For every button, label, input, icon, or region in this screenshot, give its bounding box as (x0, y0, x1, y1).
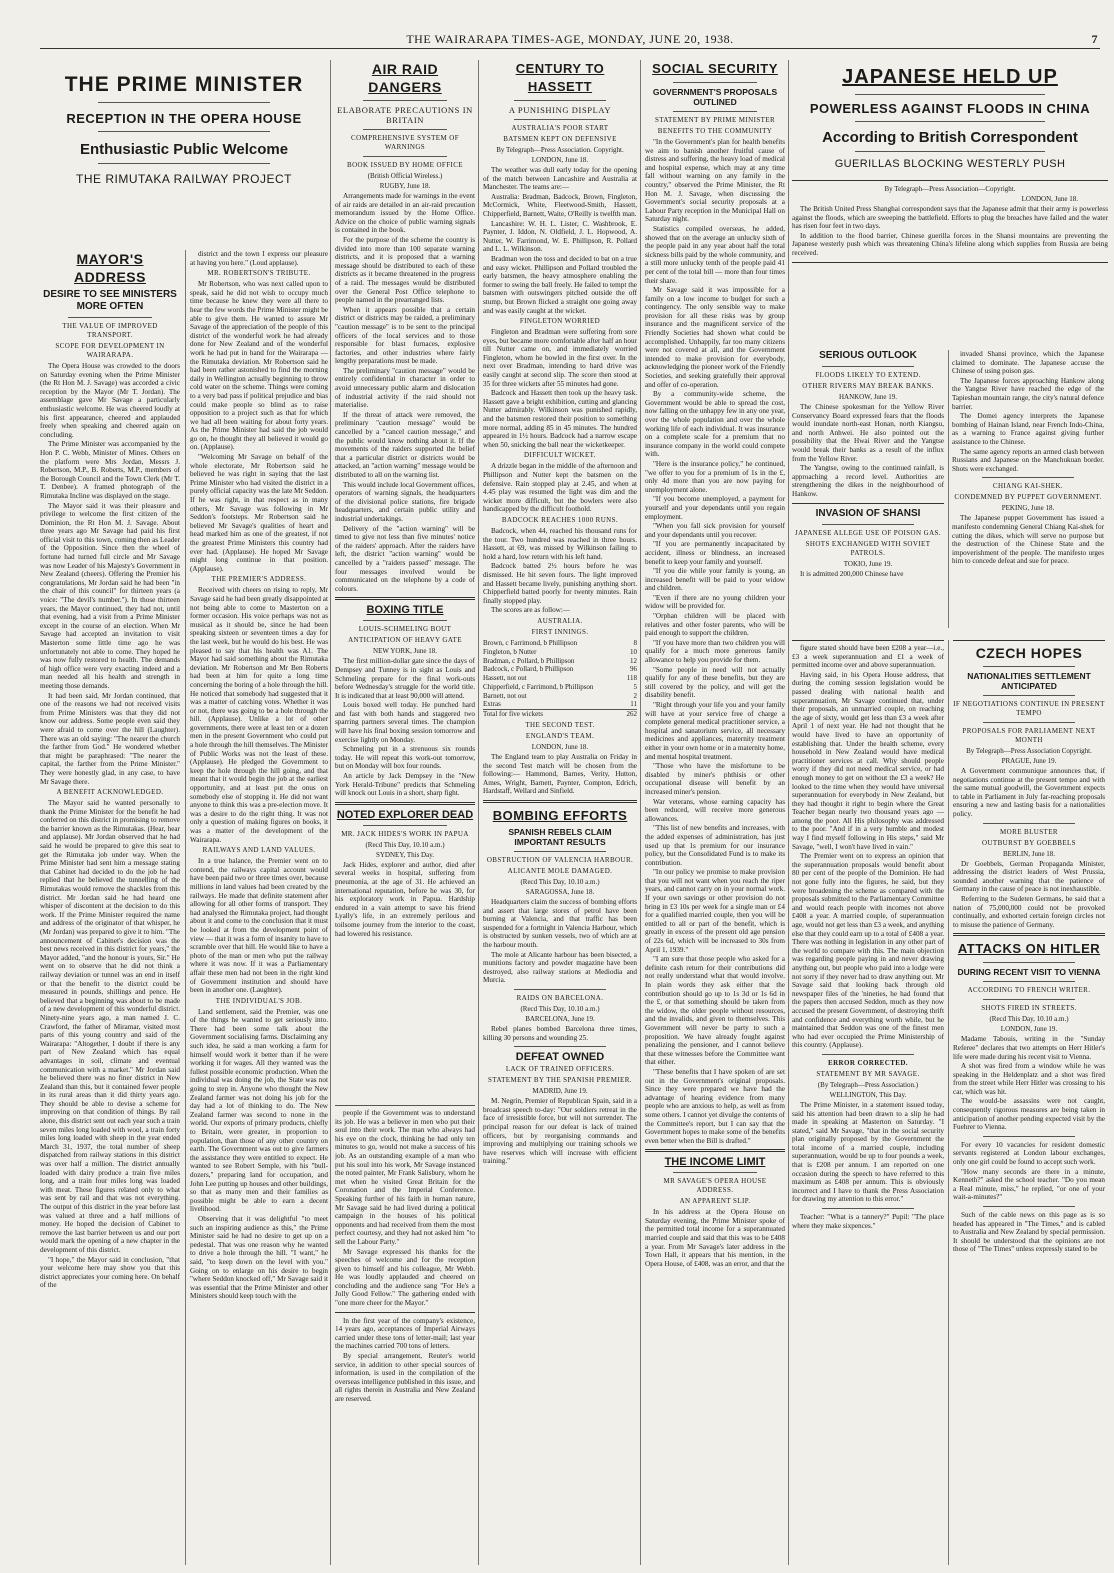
section-sub: RAIDS ON BARCELONA. (516, 993, 604, 1002)
divider (983, 981, 1074, 982)
scores-heading: AUSTRALIA. (537, 616, 583, 625)
divider (514, 119, 606, 120)
divider (335, 802, 475, 805)
section-sub: SPANISH REBELS CLAIM IMPORTANT RESULTS (508, 827, 612, 848)
dateline: LONDON, June 18. (531, 743, 589, 752)
section-sub: SHOTS FIRED IN STREETS. (981, 1004, 1077, 1013)
section-sub: MR. ROBERTSON'S TRIBUTE. (207, 269, 311, 278)
paragraph: Having said, in his Opera House address, that during the coming session legislation would be passed dealing with national health and superannuation, Mr Savage continued that, under their proposals, an unmarried couple, on reaching the age of sixty, would get less than £3 a week after April 1 of next year. He had not thought that he would have lived to have an opportunity of establishing that. Under the health scheme, every household in New Zealand would have medical practitioner services at call. Why should people worry if they did not need medical service, or had enough money to get on without the £3 a week? He looked to the time when they would have universal superannuation for everybody in New Zealand, but they had thought it right to begin where the Great Teacher began nearly two thousand years ago — among the poor. All His philosophy was addressed to the poor. "And if in a very humble and modest way I find myself following in His steps," said Mr Savage, "well, I won't have lived in vain." (792, 670, 944, 851)
divider (645, 1149, 785, 1152)
paragraph: The scores are as follow:— (491, 606, 571, 615)
section-sub: FINGLETON WORRIED (519, 317, 601, 326)
paragraph: "Welcoming Mr Savage on behalf of the whole electorate, Mr Robertson said he believed he was right in saying that the last Prime Minister who had visited the district in a purely official capacity was the late Mr Seddon. If he was right, in that respect as in many others, Mr Savage was following in Mr Seddon's footsteps. Mr Robertson said he believed Mr Savage's qualities of heart and head marked him as one of the greatest, if not the greatest Prime Ministers this country had ever had. (Applause). He hoped Mr Savage might long continue in that position. (Applause). (190, 453, 328, 573)
section-head: THE INCOME LIMIT (664, 1156, 766, 1169)
paragraph: The Prime Minister, in a statement issued today, said his attention had been drawn to a slip he had made in speaking at Masterton on Saturday. "I stated," said Mr Savage, "that in the social security plan originally proposed by the Government the total income of a married couple, including superannuation, would be up to four pounds a week, that is £208 per annum. I am reported on one occasion during the speech to have referred to this maximum as £408 per annum. This is obviously incorrect and I have to thank the Press Association for drawing my attention to this error." (792, 1100, 944, 1204)
paragraph: "I hope," the Mayor said in conclusion, "that your welcome here may show you that this district appreciates your coming here. On behalf of the (40, 1255, 180, 1290)
divider (68, 317, 152, 318)
paragraph: When it appears possible that a certain district or districts may be raided, a preliminary "caution message" is to be sent to the principal officers of the local services and to those responsible for blast furnaces, explosive factories, and other industries where fairly lengthy preparations must be made. (335, 305, 475, 366)
dateline: HANKOW, June 19. (838, 393, 898, 401)
masthead-title: THE WAIRARAPA TIMES-AGE, MONDAY, JUNE 20, 1938. (406, 32, 734, 46)
section-sub: MORE BLUSTER (1000, 827, 1058, 836)
dateline: TOKIO, June 19. (843, 559, 893, 568)
paragraph: The preliminary "caution message" would be entirely confidential in character in order to avoid unnecessary public alarm and dislocation of industrial activity if the raid should not materialise. (335, 366, 475, 410)
dateline: RUGBY, June 18. (379, 182, 431, 190)
headline: CENTURY TO HASSETT (515, 61, 605, 94)
score-row (483, 674, 637, 683)
divider (483, 800, 637, 803)
section-sub: THE INDIVIDUAL'S JOB. (215, 996, 303, 1005)
subheadline: RECEPTION IN THE OPERA HOUSE (66, 111, 302, 126)
paragraph: The would-be assassins were not caught, consequently rigorous measures are being taken in anticipation of another pending expected visit by the Fuehrer to Vienna. (953, 1097, 1105, 1132)
paragraph: Badcock, when 44, reached his thousand runs for the tour. Two hundred was reached in three hours. Hassett, at 69, was missed by Wilkinson failing to hold a hard, low return with his left hand. (483, 526, 637, 561)
section-sub: STATEMENT BY MR SAVAGE. (816, 1069, 920, 1078)
paragraph: The same agency reports an armed clash between Russians and Japanese on the Manchukuan border. Shots were exchanged. (952, 447, 1104, 473)
paragraph: Observing that it was delightful "to meet such an inspiring audience as this," the Prime Minister said he had no desire to get up on a pedestal. That was one reason why he wanted to drive a hole through the hill. "I want," he said, "to keep down on the level with you." Going on to enlarge on his desire to begin "where Seddon knocked off," Mr Savage said it was essential that the Prime Minister and other Ministers should keep touch with the (190, 1214, 328, 1301)
dateline: (British Official Wireless.) (367, 172, 443, 180)
section-head: DEFEAT OWNED (515, 1051, 605, 1064)
paragraph: "I am sure that those people who asked for a definite cash return for their contributions did not really understand what that would involve. In plain words they ask either that the contribution should go up to 1s 3d or 1s 6d in the £, or that something should be taken from the widow, the older people without resources, and the invalids, and given to themselves. This Government will never be party to such a proposition. We have already fought against penalizing the pensioner, and I cannot believe that these witnesses before the Committee want that either. (645, 955, 785, 1067)
batsman-name: Barnett, not out (483, 691, 527, 700)
dateline: BARCELONA, June 19. (525, 1014, 595, 1023)
column-rule (185, 250, 186, 1565)
paragraph: For every 10 vacancies for resident domestic servants registered at London labour exchanges, only one girl could be found to accept such work. (953, 1140, 1105, 1167)
section-sub: OBSTRUCTION OF VALENCIA HARBOUR. (486, 856, 634, 865)
divider (792, 262, 1108, 263)
section-sub: AN APPARENT SLIP. (679, 1197, 751, 1206)
column-rule (640, 60, 641, 1565)
section-sub: OUTBURST BY GOEBBELS (982, 838, 1076, 847)
divider (335, 1312, 475, 1313)
paragraph: Such of the cable news on this page as is so headed has appeared in "The Times," and is cabled to Australia and New Zealand by special permission. It should be understood that the opinions are not those of "The Times" unless expressly stated to be (953, 1211, 1105, 1254)
paragraph: The Japanese forces approaching Hankow along the Yangtse River have reached the edge of the Tapieshan mountain range, the city's natural defence barrier. (952, 376, 1104, 411)
divider (822, 524, 913, 525)
dateline: (Recd This Day, 10.10 a.m.) (520, 1004, 600, 1013)
paragraph: This would include local Government offices, operators of warning signals, the headquarters of the divisional police stations, fire brigade headquarters, and certain public utility and industrial undertakings. (335, 480, 475, 523)
score-total-row (483, 709, 637, 719)
section-sub: SHOTS EXCHANGED WITH SOVIET PATROLS. (805, 539, 931, 557)
column-rule (330, 60, 331, 1565)
section-sub: THE PREMIER'S ADDRESS. (211, 575, 307, 584)
section-head: MAYOR'S ADDRESS (74, 251, 146, 285)
divider (514, 989, 606, 990)
paragraph: Referring to the Sudeten Germans, he said that a nation of 75,000,000 could not be provoked continually, and exhorted certain foreign circles not to misuse the patience of Germany. (953, 894, 1105, 929)
paragraph: The England team to play Australia on Friday in the second Test match will be chosen from the following:— Hammond, Barnes, Verity, Hutton, Ames, Wright, Barnett, Paynter, Compton, Edrich, Hardstaff, Wellard and Sinfield. (483, 753, 637, 796)
dateline: LONDON, June 18. (1021, 195, 1078, 203)
paragraph: "Orphan children will be placed with relatives and other foster parents, who will be paid enough to support the children. (645, 612, 785, 638)
divider (983, 823, 1074, 824)
section-sub: MR. JACK HIDES'S WORK IN PAPUA (341, 829, 469, 838)
paragraph: Rebel planes bombed Barcelona three times, killing 30 persons and wounding 25. (483, 1024, 637, 1042)
dateline: By Telegraph—Press Association Copyright. (966, 747, 1092, 755)
paragraph: The Mayor said he wanted personally to thank the Prime Minister for the benefit he had conferred on this district in promising to remove the barrier known as the Rimutakas. (Hear, hear and applause). Mr Jordan observed that he had said he would be prepared to give this seat to get the Rimutaka job under way. When the Prime Minister had sent him a message stating that Cabinet had decided to do the job he had replied that he believed the tunnelling of the Rimutakas would remove the shackles from this district. Mr Jordan said he had heard one whisper of discontent at the decision to do this work. If the Prime Minister required the name and address of the originator of that whisper, he (Mr Jordan) was prepared to give it to him. "The announcement of Cabinet's decision was the best news received in this district for years," the Mayor added, "and the honour is yours, Sir." He went on to observe that he did not think a railway deviation or tunnel was an end in itself or that the benefit to the district could be measured in pounds, shillings and pence. He believed that a beginning was about to be made of a new development of this wonderful district. Ninety-nine years ago, a man named J. C. Crawford, the father of Miramar, visited most parts of this young country and said of the Wairarapa: "Altogether, I doubt if there is any part of New Zealand which has equal advantages in soil, climate and eventual communication with a market." Mr Jordan said he believed there was no finer district in New Zealand than this, but it contained fewer people in its rural areas than it did thirty years ago. They should be able to devise a scheme for improving on that condition of things. By rail alone, this district sent out each year such a train seven miles long loaded with wool, a train forty miles long loaded with sheep in the year ended March 31, 1937, the total number of sheep dispatched from railway stations in this district was over half a million. The district annually loaded with dairy produce a train five miles long, and a train four miles long was loaded with meat. These figures related only to what was sent by rail and that was not everything. The output of this district in the year before last was valued at three and a half millions of money. He hoped the decision of Cabinet to remove the last barrier between us and our port would mark the opening of a new chapter in the development of this district. (40, 799, 180, 1254)
paragraph: "If you die while your family is young, an increased benefit will be paid to your widow and children. (645, 567, 785, 593)
divider (982, 477, 1073, 478)
paragraph: Arrangements made for warnings in the event of air raids are detailed in an air-raid precaution memorandum issued by the Home Office. Advice on the choice of public warning signals is contained in the book. (335, 192, 475, 235)
paragraph: Badcock batted 2½ hours before he was dismissed. He hit seven fours. The light improved and Hassett became lively, punishing anything short. Chipperfield batted poorly for twenty minutes. Rain finally stopped play. (483, 562, 637, 605)
section-head: BOMBING EFFORTS (492, 808, 628, 824)
paragraph: A shot was fired from a window while he was speaking in the Heldenplatz and a shot was fired from the street while Herr Hitler was crossing to his car, which was hit. (953, 1062, 1105, 1096)
column-superannuation (792, 640, 944, 1569)
divider (792, 180, 1108, 181)
paragraph: In the first year of the company's existence, 14 years ago, acceptances of Imperial Airways carried under these tons of letter-mail; last year the machines carried 700 tons of letters. (335, 1316, 475, 1351)
paragraph: M. Negrin, Premier of Republican Spain, said in a broadcast speech to-day: "Our soldiers retreat in the face of irresistible force, but will not surrender. The principal reason for our defeat is lack of trained officers, but by reorganising commands and improving and multiplying our training schools we have reserves which will increase with efficient training." (483, 1097, 637, 1166)
divider (98, 131, 271, 132)
paragraph: The Yangtse, owing to the continued rainfall, is approaching a record level. Authorities are strengthening the dikes in the neighbourhood of Hankow. (792, 464, 944, 498)
section-sub: CHIANG KAI-SHEK. (992, 482, 1064, 491)
subheadline: ELABORATE PRECAUTIONS IN BRITAIN (337, 105, 473, 125)
divider (514, 100, 606, 101)
section-sub: SCOPE FOR DEVELOPMENT IN WAIRARAPA. (55, 342, 165, 359)
section-sub: NATIONALITIES SETTLEMENT ANTICIPATED (967, 671, 1091, 691)
column-shansi (952, 350, 1104, 628)
paragraph: By a community-wide scheme, the Government would be able to spread the cost, now falling on the unhappy few in any one year, over the whole population and over the whole working life of each individual. It was insurance on a complete scale for a premium that no insurance company in the world could compete with. (645, 390, 785, 459)
dateline: By Telegraph—Press Association—Copyright. (884, 185, 1016, 193)
divider (983, 999, 1074, 1000)
divider (98, 102, 271, 103)
divider (953, 933, 1105, 936)
paragraph: "Those who have the misfortune to be disabled by miner's phthisis or other occupational disease will benefit by an increased miner's pension. (645, 762, 785, 796)
divider (335, 597, 475, 600)
paragraph: In a true balance, the Premier went on to contend, the railways capital account would have been paid two or three times over, because millions in land values had been created by the railways. He made that definite statement after allowing for all other forms of transport. They had analysed the Rimutaka project, had thought about it and come to the conclusion that it must be looked at from the development point of view — that it was a form of insanity to have to scramble over that hill. He would like to have a photo of the man or men who put the railway where it was now. If it was a Parliamentary affair these men had not been in the right kind of Government institution and should have been in another one. (Laughter). (190, 857, 328, 995)
subheadline: GUERILLAS BLOCKING WESTERLY PUSH (834, 158, 1066, 170)
section-sub: JAPANESE ALLEGE USE OF POISON GAS. (795, 528, 941, 537)
paragraph: Headquarters claim the success of bombing efforts and assert that large stores of petrol have been burning at Valencia, and that traffic has been suspended for a fortnight in Valencia Harbour, which is obstructed by sunken vessels, two of which are at the harbour mouth. (483, 898, 637, 950)
section-sub: RAILWAYS AND LAND VALUES. (202, 846, 316, 855)
section-head: NOTED EXPLORER DEAD (336, 808, 474, 821)
batsman-runs: 118 (626, 674, 637, 683)
divider (514, 851, 606, 852)
section-sub: THE VALUE OF IMPROVED TRANSPORT. (62, 322, 158, 339)
paragraph: Dr Goebbels, German Propaganda Minister, addressing the district leaders of West Prussia, sounded another warning that the patience of Germany in the cause of peace is not inexhaustible. (953, 859, 1105, 894)
dateline: BERLIN, June 18. (1002, 849, 1056, 858)
paragraph: "This list of new benefits and increases, with the added expenses of administration, has just used up that 1s premium for our insurance policy, but the Consolidated Fund is to make its contribution. (645, 824, 785, 867)
batsman-runs: 5 (633, 682, 637, 691)
section-head: INVASION OF SHANSI (815, 507, 921, 519)
subheadline: BENEFITS TO THE COMMUNITY (657, 127, 773, 135)
divider (673, 82, 757, 83)
batsman-runs: 10 (630, 647, 637, 656)
section-head: CZECH HOPES (975, 645, 1083, 661)
paragraph: Jack Hides, explorer and author, died after several weeks in hospital, suffering from pneumonia, at the age of 31. He achieved an international reputation, before he was 30, for his exploratory work in Papua. Hardship endured in a vain attempt to save his friend Lyally's life, in an extremely perilous and toilsome journey from the interior to the coast, had lowered his resistance. (335, 860, 475, 938)
dateline: SARAGOSSA, June 18. (525, 888, 595, 897)
batsman-runs: 12 (630, 656, 637, 665)
section-sub: THE SECOND TEST. (525, 721, 595, 730)
paragraph: "When you fall sick provision for yourself and your dependants until you recover. (645, 522, 785, 539)
section-sub: PROPOSALS FOR PARLIAMENT NEXT MONTH (962, 727, 1096, 744)
section-sub: CONDEMNED BY PUPPET GOVERNMENT. (954, 493, 1102, 502)
paragraph: By special arrangement, Reuter's world service, in addition to other special sources of information, is used in the compilation of the overseas intelligence published in this issue, and all rights therein in Australia and New Zealand are reserved. (335, 1352, 475, 1403)
batsman-runs: 11 (630, 700, 637, 709)
divider (822, 366, 913, 367)
paragraph: Mr Savage said it was impossible for a family on a low income to budget for such a contingency. The only sensible way to make provision for all these risks was by group insurance and the magnificent service of the Friendly Societies had shown what could be accomplished. Unhappily, far too many citizens were not covered at all, and the Government intended to make provision for everybody, acknowledging the pioneer work of the Friendly Societies, and seeking gratefully their approval and offer of co-operation. (645, 286, 785, 389)
subheadline: GOVERNMENT'S PROPOSALS OUTLINED (652, 87, 778, 107)
section-sub: LACK OF TRAINED OFFICERS. (505, 1065, 615, 1074)
subheadline: POWERLESS AGAINST FLOODS IN CHINA (809, 101, 1091, 116)
scores-heading: FIRST INNINGS. (531, 627, 589, 636)
paragraph: Land settlement, said the Premier, was one of the things he wanted to get seriously into. There had been some talk about the Government socialising farms. Disclaiming any such idea, he said a man working a farm for himself would work it better than if he were working it for wages. All they wanted was the fullest possible economic production. When the individual was doing the job, the State was not going to step in. Anyone who thought the New Zealand farmer was not doing his job for the day had a lot of thinking to do. The New Zealand farmer was second to none in the world. Our exports of primary products, chiefly to Britain, were greater, in proportion to population, than those of any other country on earth. The Government was out to give farmers the assistance they were entitled to expect. He wanted to see Robert Semple, with his "bull-dozers," preparing land for occupation, and John Lee putting up houses and other buildings, so that as many men and their families as possible might be able to earn a decent livelihood. (190, 1007, 328, 1214)
paragraph: "Here is the insurance policy," he continued, "we offer to you for a premium of 1s in the £, only 4d more than you are now paying for unemployment alone. (645, 459, 785, 494)
paragraph: A Government communique announces that, if negotiations continue at the present tempo and with the same mutual goodwill, the Government expects to table in Parliament in July far-reaching proposals ensuring a new and lasting basis for a nationalities policy. (953, 767, 1105, 818)
paragraph: "If you are permanently incapacitated by accident, illness or blindness, an increased benefit to keep your family and yourself. (645, 540, 785, 566)
paragraph: Statistics compiled overseas, he added, showed that on the average an unlucky sixth of the people paid in any year about half the total sickness bills paid by the whole community, and a still more unlucky tenth of the people paid 41 per cent of the total bill — more than four times their share. (645, 224, 785, 285)
subheadline: BOOK ISSUED BY HOME OFFICE (347, 161, 463, 169)
paragraph: Australia: Bradman, Badcock, Brown, Fingleton, McCormick, White, Fleetwood-Smith, Hassett, Chipperfield, Barnett, Waite, O'Reilly is twelfth man. (483, 192, 637, 218)
paragraph: Fingleton and Bradman were suffering from sore eyes, but became more comfortable after half an hour till Nutter came on, and immediately worried Fingleton, whom he bowled in the first over. In the next over Bradman, intending to hard drive was easily caught at second slip. The score then stood at 35 for three wickets after 55 minutes had gone. (483, 328, 637, 388)
column-prime-minister-continued (190, 250, 328, 1565)
paragraph: Mr Savage expressed his thanks for the speeches of welcome and for the reception given to himself and his colleague, Mr Webb. He was loudly applauded and cheered on concluding and the audience sang "For He's a Jolly Good Fellow." The gathering ended with "one more cheer for the Mayor." (335, 1247, 475, 1308)
section-sub: IF NEGOTIATIONS CONTINUE IN PRESENT TEMPO (953, 700, 1105, 717)
batsman-runs: 96 (630, 665, 637, 674)
paragraph: An article by Jack Dempsey in the "New York Herald-Tribune" predicts that Schmeling will knock out Louis in a short, sharp fight. (335, 772, 475, 798)
section-sub: OTHER RIVERS MAY BREAK BANKS. (802, 382, 934, 390)
divider (983, 1136, 1074, 1137)
batsman-name: Brown, c Farrimond, b Phillipson (483, 638, 578, 647)
divider (855, 94, 1045, 95)
dateline: (Recd This Day, 10.10 a.m.) (365, 840, 445, 849)
score-row (483, 639, 637, 648)
paragraph: The Japanese puppet Government has issued a manifesto condemning General Chiang Kai-shek for cutting the dikes, which will serve no purpose but the destruction of the Chinese State and the impoverishment of the people. The manifesto urges him to concede defeat and sue for peace. (952, 514, 1104, 566)
paragraph: "If you have more than two children you will qualify for a much more generous family allowance to help you provide for them. (645, 638, 785, 665)
column-prime-minister (40, 250, 180, 1565)
subheadline: BATSMEN KEPT ON DEFENSIVE (503, 135, 617, 143)
score-row (483, 665, 637, 674)
paragraph: For the purpose of the scheme the country is divided into more than 100 separate warning districts, and it is proposed that a warning message should be distributed to each of these districts as it became threatened in the progress of a raid. The messages would be distributed over the General Post Office telephone to people named in the prearranged lists. (335, 235, 475, 305)
paragraph: "Even if there are no young children your widow will be provided for. (645, 593, 785, 611)
divider (792, 503, 944, 504)
paragraph: The Prime Minister was accompanied by the Hon P. C. Webb, Minister of Mines. Others on the platform were Mrs Jordan, Messrs J. Robertson, M.P., B. Roberts, M.P., members of the Borough Council and the Town Clerk (Mr T. T. Denbee). A framed photograph of the Rimutaka Incline was displayed on the stage. (40, 440, 180, 500)
section-sub: BADCOCK REACHES 1000 RUNS. (501, 515, 619, 524)
batsman-name: Hassett, not out (483, 674, 527, 683)
section-head: ATTACKS ON HITLER (957, 941, 1101, 957)
dateline: PRAGUE, June 19. (1001, 757, 1057, 765)
column-floods (792, 350, 944, 628)
divider (363, 156, 447, 157)
divider (983, 666, 1074, 667)
joke: Teacher: "What is a tannery?" Pupil: "The place where they make sixpences." (792, 1213, 944, 1230)
headline: THE PRIME MINISTER (64, 73, 304, 96)
divider (983, 695, 1074, 696)
paragraph: The Mayor said it was their pleasure and privilege to welcome the first citizen of the Dominion, the Rt Hon M. J. Savage. About three years ago Mr Savage had paid his first official visit to this town, coming then as Leader of the Opposition. Since then the wheel of fortune had turned full circle and Mr Savage was now Leader of his Majesty's Government in New Zealand (cheers). Offering the Premier his congratulations, Mr Jordan said he had been "in the chair of this council" for thirteen years (a voice: "The devil's number."). In those thirteen years, the Mayor continued, they had not, until that evening, had a visit from a Prime Minister except in the course of an election. When Mr Savage had accepted an invitation to visit Masterton some little time ago he was unfortunately not able to come. They hoped he was now fully restored to health. The demands of high office were very exacting indeed and a man needed all his health and strength in meeting those demands. (40, 501, 180, 690)
paragraph: Badcock and Hassett then took up the heavy task. Hassett gave a bright exhibition, cutting and glancing Nutter admirably. Wilkinson was punished rapidly, and the batsmen restored their position to something more normal, adding 85 in 45 minutes. The hundred appeared in 1½ hours. Badcock had a narrow escape when 50, snicking the ball near the wicketkeeper. (483, 389, 637, 449)
headline: AIR RAID DANGERS (368, 61, 442, 95)
subheadline: AUSTRALIA'S POOR START (511, 124, 609, 132)
dateline: (By Telegraph—Press Association.) (817, 1080, 919, 1089)
column-rule (478, 60, 479, 1565)
dateline: (Recd This Day, 10.10 a.m.) (520, 878, 600, 887)
dateline: By Telegraph—Press Association. Copyright. (496, 146, 624, 154)
divider (363, 100, 447, 101)
divider (855, 151, 1045, 152)
divider (822, 1054, 913, 1055)
batsman-name: Extras (483, 700, 501, 709)
paragraph: The Premier went on to express an opinion that the superannuation proposals would benefit about 80 per cent of the people of the Dominion. He had not gone fully into the figures, he said, but they were broadening the scheme as compared with the proposals submitted to the Parliamentary Committee and would reach people with incomes not above £408 a year. A married couple, of superannuation age, would not get less than £3 a week, and anything else that they could earn up to a total of £408 a year. There was nothing in legislation in any other part of the world to compare with this. The main objection was regarding people paying in and never drawing anything out, but people who paid into a lodge were not sorry if they never had to draw anything out. Mr Savage said that looking back through old newspaper files of the 'nineties, he had found that the papers then accused Seddon, much as they now accused the present Government, of destroying thrift and confidence and everything worth while, but he maintained that Seddon was one of the finest men who had ever occupied the Prime Ministership of this country. (Applause). (792, 852, 944, 1050)
paragraph: "Some people in need will not actually qualify for any of these benefits, but they are still covered by the policy, and will get the disability benefit. (645, 665, 785, 700)
masthead (40, 30, 1100, 49)
score-row (483, 692, 637, 701)
section-sub: ALICANTE MOLE DAMAGED. (507, 867, 613, 876)
dateline: NEW YORK, June 18. (373, 647, 437, 656)
column-europe (953, 640, 1105, 1569)
section-sub: DESIRE TO SEE MINISTERS MORE OFTEN (43, 289, 177, 312)
paragraph: Mr Robertson, who was next called upon to speak, said he did not wish to occupy much time because he knew they were all there to hear the few words the Prime Minister might be able to give them. He wanted to assure Mr Savage of the appreciation of the people of this district of the wonderful work he had already done for New Zealand and of the wonderful work he had put in hand for the Wairarapa — the Rimutaka deviation. Mr Robertson said he had been rather astonished to find the morning daily in Wellington actually beginning to throw cold water on the scheme. Things were coming to a very bad pass if political prejudice and bias could make people so blind as to raise opposition to a project such as that for which we had all been waiting for about forty years. As the Prime Minister had said the job would go on, he thought they all believed it would go on. (Applause). (190, 280, 328, 452)
paragraph: figure stated should have been £208 a year—i.e., £3 a week superannuation and £1 a week of permitted income over and above superannuation. (792, 644, 944, 670)
paragraph: "These benefits that I have spoken of are set out in the Government's original proposals. Since they were prepared we have had the advantage of hearing evidence from many people who are anxious to help, as well as from some others. I cannot yet divulge the contents of the Committee's report, but I can say that the Government hopes to make some of the benefits even better when the Bill is drafted." (645, 1067, 785, 1145)
column-premier-conclusion (335, 1105, 475, 1569)
batsman-name: Chipperfield, c Farrimond, b Phillipson (483, 682, 594, 691)
paragraph: The mole at Alicante harbour has been bisected, a munitions factory and powder magazine have been destroyed, also railway stations at Mediodia and Murcia. (483, 950, 637, 985)
section-sub: MR SAVAGE'S OPERA HOUSE ADDRESS. (663, 1177, 767, 1195)
section-head: SERIOUS OUTLOOK (819, 350, 917, 361)
score-row (483, 657, 637, 666)
dateline: PEKING, June 18. (1001, 504, 1055, 513)
paragraph: Delivery of the "action warning" will be timed to give not less than five minutes' notice of the raiders' approach. After the raiders have left, the district "action warning" would be cancelled by a "raiders passed" message. The four messages involved would be communicated on the telephone by a code of colours. (335, 524, 475, 593)
headline: JAPANESE HELD UP (842, 66, 1058, 88)
paragraph: The weather was dull early today for the opening of the match between Lancashire and Australia at Manchester. The teams are:— (483, 166, 637, 192)
divider (514, 1046, 606, 1047)
section-sub: DURING RECENT VISIT TO VIENNA (957, 967, 1101, 978)
section-sub: ENGLAND'S TEAM. (525, 732, 595, 741)
score-row (483, 648, 637, 657)
paragraph: War veterans, whose earning capacity has been reduced, will receive more generous allowances. (645, 797, 785, 823)
prime-minister-heading (40, 60, 328, 186)
divider (822, 1208, 913, 1209)
divider (983, 722, 1074, 723)
paragraph: It had been said, Mr Jordan continued, that one of the reasons we had not received visits from Prime Ministers was that they did not know our address. Some people even said they were afraid to come over the hill (Laughter). There was an old saying: "The nearer the church the farther from God." He wondered whether that might be paraphrased: "The nearer the capital, the farther from the Prime Minister." They were honestly glad, in any case, to have Mr Savage there. (40, 691, 180, 786)
divider (363, 129, 447, 130)
section-head: ERROR CORRECTED. (828, 1058, 908, 1067)
paragraph: The first million-dollar gate since the days of Dempsey and Tunney is in sight as Louis and Schmeling prepare for the final work-outs before Wednesday's struggle for the world title. It is indicated that at least 90,000 will attend. (335, 657, 475, 700)
batsman-runs: 2 (633, 691, 637, 700)
paragraph: Schmeling put in a strenuous six rounds today. He will repeat this work-out tomorrow, but on Monday will box four rounds. (335, 745, 475, 771)
paragraph: In his address at the Opera House on Saturday evening, the Prime Minister spoke of the permitted total income for a superannuated married couple and said that this was to be £408 a year. From Mr Savage's later address in the Town Hall, it appears that his mention, in the Opera House, of £408, was an error, and that the (645, 1208, 785, 1268)
paragraph: "Right through your life you and your family will have at your service free of charge a complete general medical practitioner service, a hospital and sanatorium service, all necessary medicines and appliances, maternity treatment either in your own home or in a maternity home, and mental hospital treatment. (645, 701, 785, 761)
paragraph: Received with cheers on rising to reply, Mr Savage said he had been greatly disappointed at not being able to come to Masterton on a former occasion. His voice perhaps was not as musical as it should be, since he had been speaking sixteen or seventeen times a day for the last week, but he would do his best. He was pleased to say that his health was A1. The Mayor had said something about the Rimutaka deviation. Mr Robertson and Mr Ben Roberts had been at him for quite a long time concerning the boring of a hole through the hill. He noticed that somebody had suggested that it was a matter of catching votes. Whether it was or not, there was going to be a hole through the hill. (Applause). Unlike a lot of other governments, there were at least ten or a dozen men in the present Government who could put a hole through the hill themselves. The Minister of Public Works was not the least of these. (Applause). He pledged the Government to keep the hole through the hill going, and that meant that it would begin the job at the earliest opportunity, and at least put the onus on somebody else of stopping it. He did not want anyone to think this was a pre-election move. It was a desire to do the right thing. It was not only a question of making figures on books, it was a matter of the development of the Wairarapa. (190, 586, 328, 844)
paragraph: A drizzle began in the middle of the afternoon and Phillipson and Nutter kept the batsmen on the defensive. Rain stopped play at 2.45, and when at 4.45 play was resumed the light was dim and the wicket more difficult, but the bowlers were also handicapped by the difficult foothold. (483, 462, 637, 514)
section-sub: DIFFICULT WICKET. (524, 451, 596, 460)
paragraph: In addition to the flood barrier, Chinese guerilla forces in the Shansi mountains are preventing the Japanese westerly push which was threatening China's lifeline along which supplies from Russia are being received. (792, 231, 1108, 257)
dateline: MADRID, June 19. (532, 1087, 588, 1096)
section-sub: LOUIS-SCHMELING BOUT (358, 625, 452, 634)
section-sub: A BENEFIT ACKNOWLEDGED. (56, 788, 164, 797)
scoreboard (483, 639, 637, 719)
paragraph: district and the town I express our pleasure at having you here." (Loud applause). (190, 250, 328, 267)
section-head: BOXING TITLE (366, 604, 444, 617)
paragraph: "How many seconds are there in a minute, Kenneth?" asked the school teacher. "Do you mean a Real minute, miss," he replied, "or one of your wait-a-minutes?" (953, 1167, 1105, 1202)
paragraph: The Opera House was crowded to the doors on Saturday evening when the Prime Minister (the Rt Hon M. J. Savage) was accorded a civic reception by the Mayor (Mr T. Jordan). The assemblage gave Mr Savage a particularly enthusiastic welcome. He was cheered loudly at his first appearance, cheered and applauded freely when speaking and cheered again on concluding. (40, 362, 180, 439)
paragraph: invaded Shansi province, which the Japanese claimed to dominate. The Japanese accuse the Chinese of using poison gas. (952, 350, 1104, 376)
subheadline: According to British Correspondent (822, 129, 1078, 146)
dateline: (Recd This Day, 10.10 a.m.) (989, 1015, 1069, 1024)
paragraph: The Domei agency interprets the Japanese bombing of Hainan Island, near French Indo-China, as a warning to France against giving further assistance to the Chinese. (952, 412, 1104, 446)
divider (983, 1206, 1074, 1207)
column-rule (788, 60, 789, 1565)
batsman-name: Bradman, c Pollard, b Phillipson (483, 656, 575, 665)
paragraph: The British United Press Shanghai correspondent says that the Japanese admit that their army is powerless against the floods, which are sweeping the battlefield. Efforts to plug the breaches have failed and the water has risen four feet in two days. (792, 205, 1108, 231)
divider (983, 962, 1074, 963)
divider (363, 825, 447, 826)
subheadline: THE RIMUTAKA RAILWAY PROJECT (75, 172, 293, 186)
paragraph: Bradman won the toss and decided to bat on a true and easy wicket. Phillipson and Pollard troubled the early batsmen, the heavy atmosphere enabling the former to swing the ball freely. He failed to tempt the batsmen with outswingers pitched outside the off stump, but Brown flicked a straight one going away and was easily caught at the wicket. (483, 254, 637, 315)
subheadline: COMPREHENSIVE SYSTEM OF WARNINGS (351, 134, 459, 151)
batsman-runs: 8 (633, 638, 637, 647)
divider (673, 111, 757, 112)
japanese-heading (792, 60, 1108, 267)
dateline: SYDNEY, This Day. (375, 850, 434, 859)
paragraph: It is admitted 200,000 Chinese have (800, 569, 904, 578)
batsman-name: Total for five wickets (483, 710, 543, 719)
batsman-runs: 262 (626, 710, 637, 719)
score-row (483, 683, 637, 692)
column-air-raid (335, 60, 475, 1100)
column-cricket (483, 60, 637, 1565)
dateline: LONDON, June 18. (531, 156, 589, 164)
dateline: WELLINGTON, This Day. (829, 1090, 907, 1099)
batsman-name: Fingleton, b Nutter (483, 647, 537, 656)
divider (855, 121, 1045, 122)
paragraph: If the threat of attack were removed, the preliminary "caution message" would be cancelled by a "cancel caution message," and the public would know nothing about it. If the movements of the raiders supported the belief that a particular district or districts would be attacked, an "action warning" message would be distributed to all on the warning list. (335, 410, 475, 479)
divider (673, 1172, 757, 1173)
score-row (483, 700, 637, 709)
batsman-name: Badcock, c Pollard, b Phillipson (483, 665, 574, 674)
article-lead (792, 205, 1108, 258)
section-sub: ACCORDING TO FRENCH WRITER. (967, 986, 1091, 995)
subheadline: Enthusiastic Public Welcome (79, 141, 289, 158)
paragraph: "In the Government's plan for health benefits we aim to banish another fruitful cause of distress and suffering, the heavy load of medical and hospital expense, which may at any time fall without warning on any family in the country," observed the Prime Minister, the Rt Hon M. J. Savage, when discussing the Government's social security proposals at a Labour Party reception in the Municipal Hall on Saturday night. (645, 138, 785, 224)
section-sub: ANTICIPATION OF HEAVY GATE (348, 636, 462, 645)
paragraph: "If you become unemployed, a payment for yourself and your dependants until you regain employment. (645, 495, 785, 521)
paragraph: Lancashire: W. H. L. Lister, C. Washbrook, E. Paynter, J. Iddon, N. Oldfield, J. L. Hopwood, A. Nutter, W. Farrimond, W. E. Phillipson, R. Pollard and L. L. Wilkinson. (483, 219, 637, 254)
section-sub: FLOODS LIKELY TO EXTEND. (815, 371, 921, 379)
paragraph: "In our policy we promise to make provision that you will not want when you reach the riper years, and cannot carry on in your normal work. If your own savings or other provision do not bring in £3 10s per week for a single man or £4 for a qualified married couple, then you will be entitled to all or part of the benefit, which is greatly in excess of the present old age pension of 22s 6d, which will be increased to 30s from April 1, 1939." (645, 868, 785, 954)
subheadline: A PUNISHING DISPLAY (508, 105, 612, 115)
paragraph: Madame Tabouis, writing in the "Sunday Referee" declares that two attempts on Herr Hitler's life were made during his recent visit to Vienna. (953, 1035, 1105, 1061)
headline: SOCIAL SECURITY (652, 61, 778, 76)
column-rule (948, 640, 949, 1565)
paragraph: Louis boxed well today. He punched hard and fast with both hands and staggered two sparring partners several times. The champion will have his final boxing session tomorrow and exercise lightly on Monday. (335, 701, 475, 744)
divider (363, 620, 447, 621)
divider (98, 163, 271, 164)
column-social-security (645, 60, 785, 1565)
paragraph: The Chinese spokesman for the Yellow River Conservancy Board expressed fears that the floods would inundate north-east Honan, north Kiangsu, and north Anhwei. He also pointed out the possibility that the Hwai River and the Yangtse would break their banks as a result of the influx from the Yellow River. (792, 403, 944, 463)
column-rule (948, 350, 949, 628)
subheadline: STATEMENT BY PRIME MINISTER (654, 116, 776, 124)
dateline: LONDON, June 19. (1000, 1025, 1058, 1034)
section-sub: STATEMENT BY THE SPANISH PREMIER. (488, 1076, 632, 1085)
paragraph: people if the Government was to understand its job. He was a believer in men who put their soul into their work. The man who always had his eye on the clock, thinking he had only ten minutes to go, would not make a success of his job. As an outstanding example of a man who put his soul into his work, Mr Savage instanced the noted painter, Mr Frank Salisbury, whom he met when he visited Great Britain for the Coronation and the Imperial Conference. Speaking further of his faith in human nature, Mr Savage said he had lived during a political campaign in the houses of his political opponents and had received from them the most perfect courtesy, and they had not asked him "to sell the Labour Party." (335, 1109, 475, 1246)
page-number: 7 (1091, 32, 1098, 46)
